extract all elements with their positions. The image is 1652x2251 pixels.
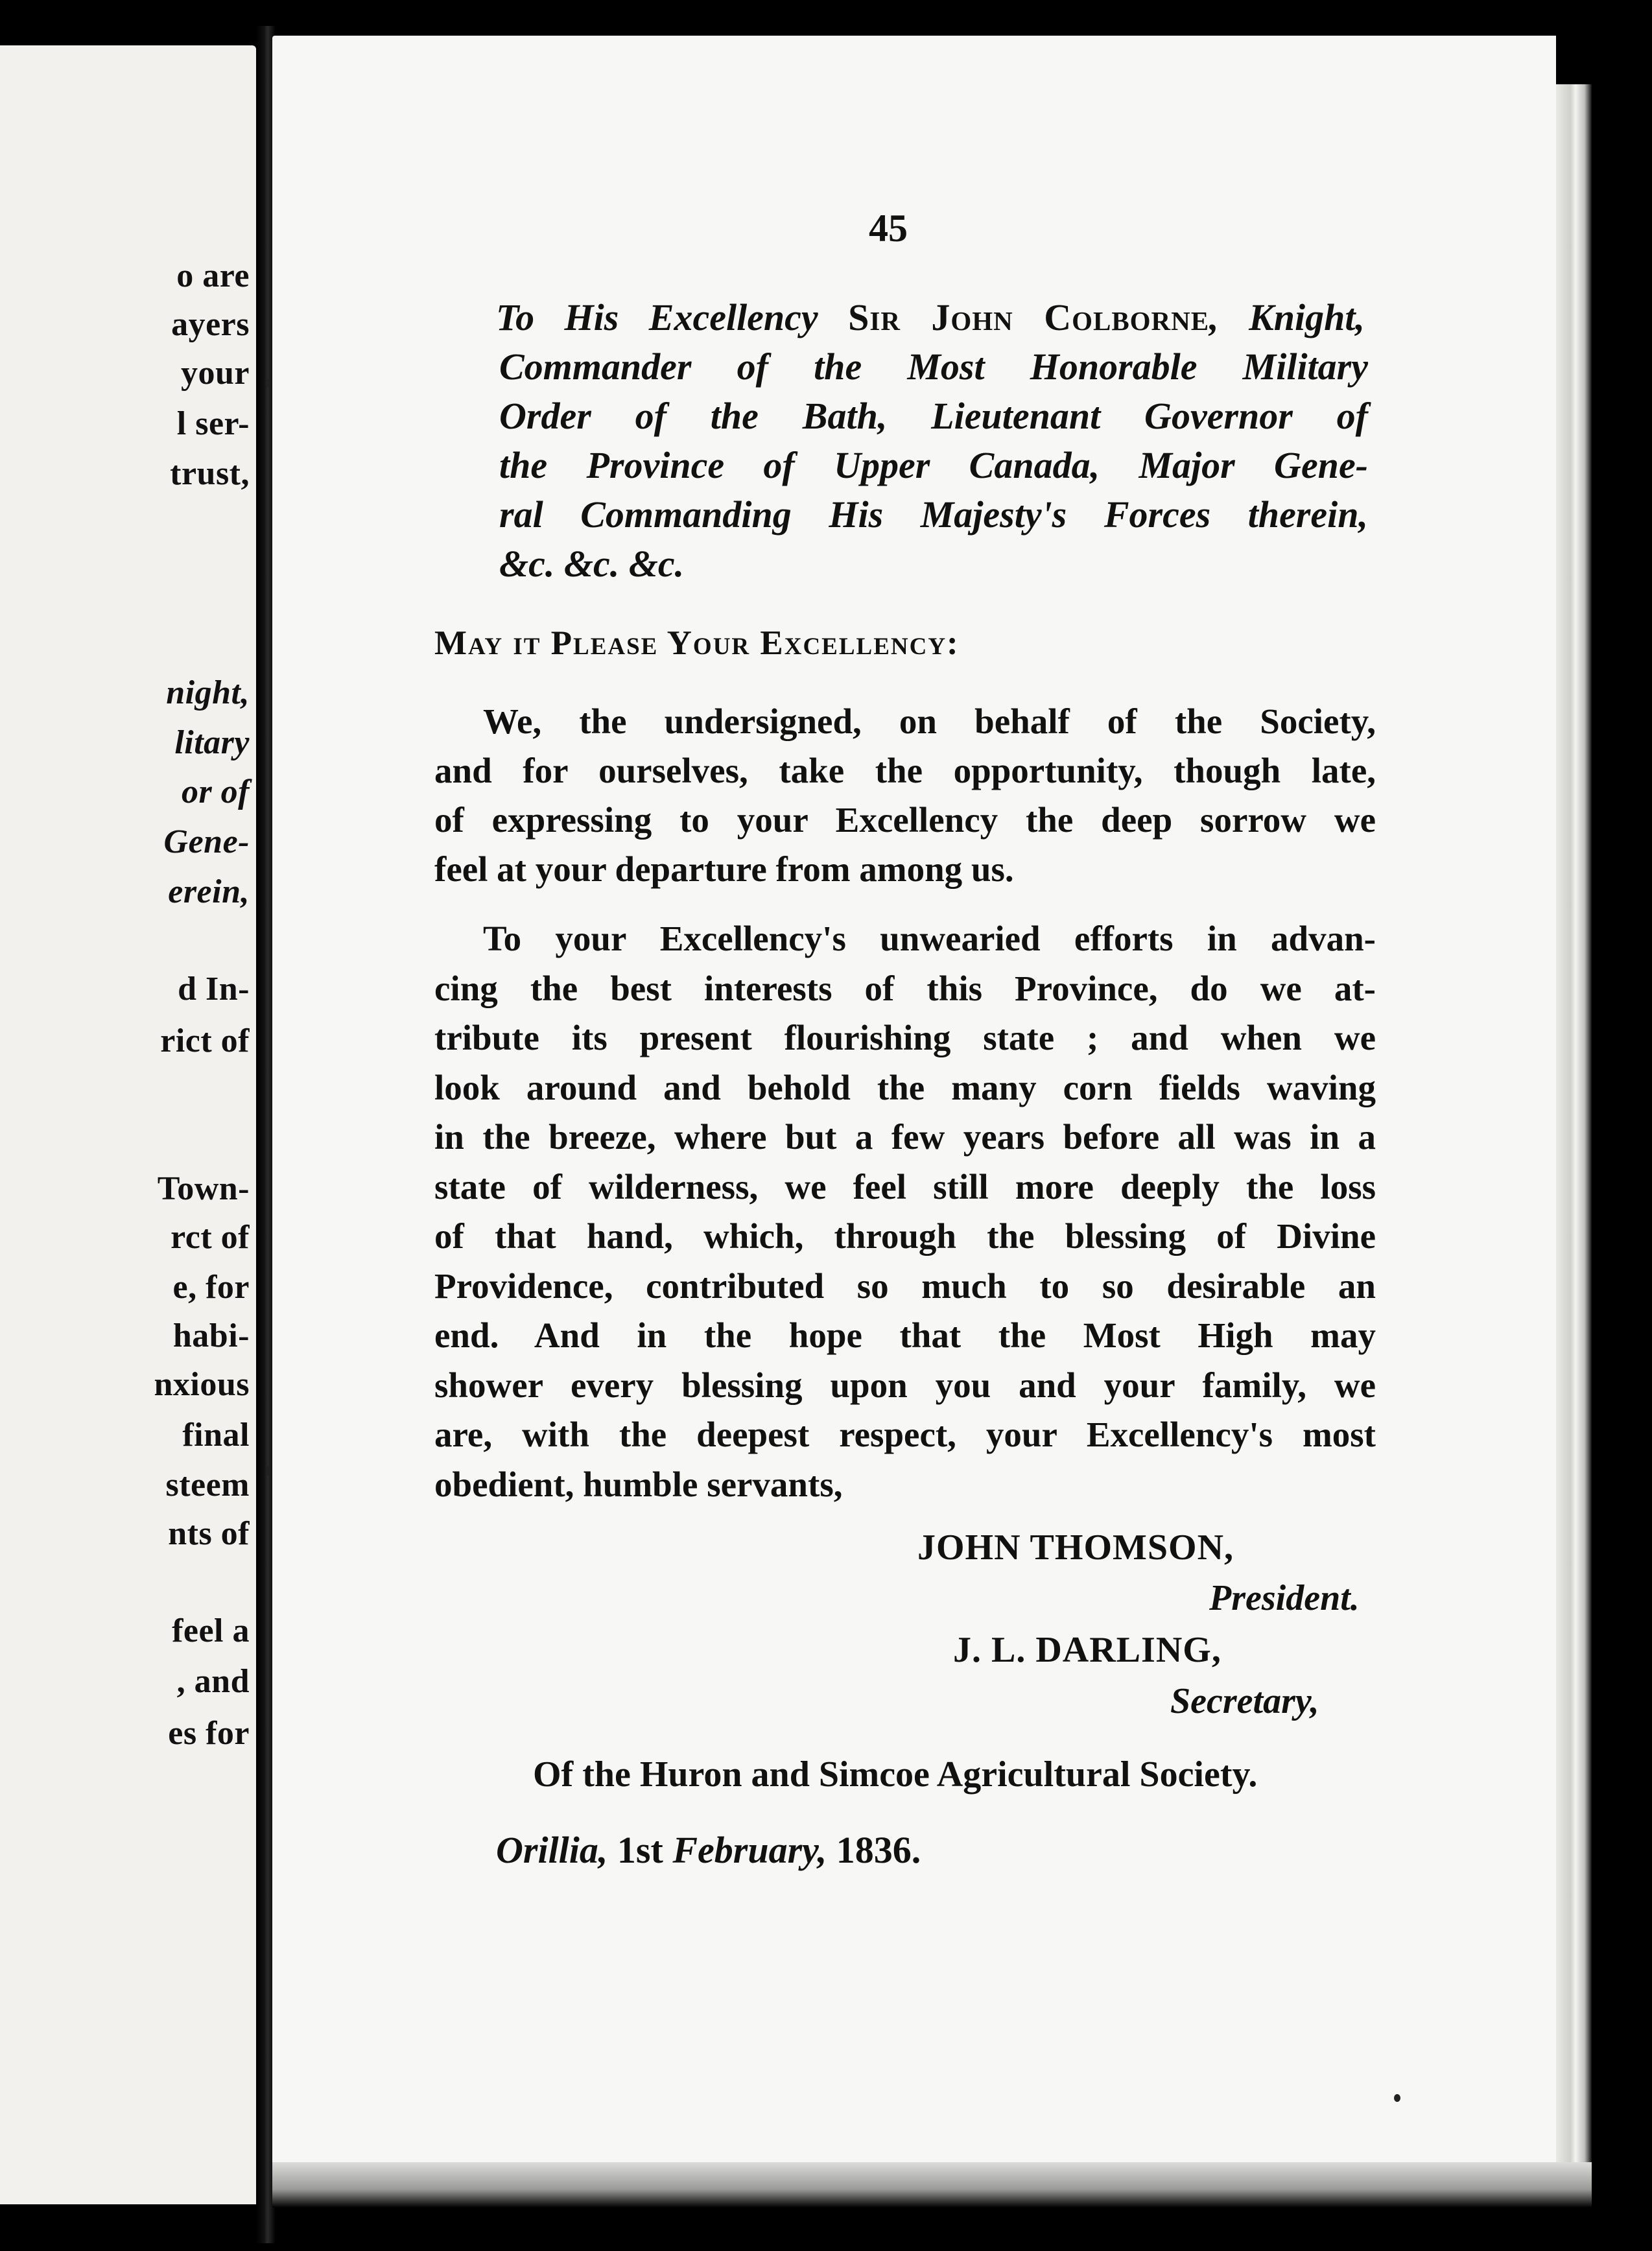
- signatory-name-2: J. L. DARLING,: [953, 1630, 1221, 1670]
- left-page-fragment-line: erein,: [168, 873, 250, 910]
- letter-body-line: in the breeze, where but a few years before all was in a: [434, 1117, 1376, 1157]
- letter-body-line: To your Excellency's unwearied efforts in advan-: [483, 919, 1376, 958]
- left-page-fragment-line: feel a: [172, 1612, 250, 1649]
- letter-body-line: of expressing to your Excellency the deep sorrow we: [434, 800, 1376, 840]
- left-page-fragment-line: es for: [168, 1715, 250, 1752]
- ink-speck: [266, 1467, 270, 1476]
- ink-speck: [266, 379, 270, 387]
- left-page-fragment-line: o are: [176, 257, 250, 294]
- letter-body-line: feel at your departure from among us.: [434, 849, 1014, 889]
- letter-body-line: tribute its present flourishing state ; and when we: [434, 1018, 1376, 1057]
- address-line-3: Order of the Bath, Lieutenant Governor of: [499, 395, 1368, 437]
- letter-body-line: We, the undersigned, on behalf of the Society,: [483, 701, 1376, 741]
- letter-body-line: look around and behold the many corn fields waving: [434, 1067, 1376, 1107]
- left-page-fragment-line: Gene-: [163, 823, 250, 860]
- letter-body-line: end. And in the hope that the Most High may: [434, 1315, 1376, 1355]
- left-page-fragment-line: habi-: [172, 1317, 250, 1354]
- left-page-fragment-line: litary: [174, 724, 250, 761]
- dateline: Orillia, 1st February, 1836.: [496, 1829, 921, 1871]
- salutation: May it Please Your Excellency:: [434, 624, 960, 662]
- letter-body-line: obedient, humble servants,: [434, 1464, 843, 1504]
- letter-body-line: state of wilderness, we feel still more deeply the loss: [434, 1166, 1376, 1207]
- address-line-6: &c. &c. &c.: [499, 543, 685, 585]
- letter-body-line: and for ourselves, take the opportunity, though late,: [434, 751, 1376, 790]
- left-page-fragment-line: nts of: [168, 1515, 250, 1552]
- left-page-fragment-line: night,: [166, 674, 250, 711]
- signatory-name-1: JOHN THOMSON,: [917, 1527, 1234, 1568]
- signatory-title-1: President.: [1209, 1578, 1360, 1618]
- left-page-fragment-line: rct of: [171, 1219, 250, 1256]
- left-page-fragment-line: or of: [181, 773, 250, 810]
- left-page-fragment-line: e, for: [172, 1269, 250, 1306]
- ink-speck: [1394, 2094, 1400, 2102]
- left-page-fragment-line: l ser-: [176, 405, 250, 442]
- left-page-fragment-line: final: [182, 1417, 250, 1454]
- letter-body-line: of that hand, which, through the blessing of Divine: [434, 1216, 1376, 1256]
- page-bottom-edge: [272, 2162, 1592, 2208]
- page-number: 45: [869, 207, 908, 250]
- letter-body-line: Providence, contributed so much to so desirable an: [434, 1266, 1376, 1306]
- left-page-fragment-line: , and: [176, 1663, 250, 1700]
- page-edge: [1556, 84, 1592, 2185]
- left-page-fragment: [0, 45, 256, 2204]
- left-page-fragment-line: trust,: [170, 455, 250, 492]
- left-page-fragment-line: your: [181, 355, 250, 392]
- address-line-5: ral Commanding His Majesty's Forces therein,: [499, 493, 1368, 536]
- left-page-fragment-line: nxious: [154, 1366, 250, 1403]
- letter-body-line: shower every blessing upon you and your family, we: [434, 1365, 1376, 1405]
- signatory-title-2: Secretary,: [1170, 1681, 1319, 1721]
- letter-body-line: are, with the deepest respect, your Excellency's most: [434, 1415, 1376, 1454]
- society-name: Of the Huron and Simcoe Agricultural Society.: [533, 1754, 1258, 1795]
- left-page-fragment-line: steem: [165, 1467, 250, 1503]
- address-line-4: the Province of Upper Canada, Major Gene-: [499, 444, 1368, 486]
- left-page-fragment-line: ayers: [171, 306, 250, 343]
- addressee-name: Sir John Colborne: [848, 296, 1210, 338]
- left-page-text: [0, 45, 256, 2204]
- address-line-1: To His Excellency Sir John Colborne, Knight,: [496, 296, 1365, 338]
- left-page-fragment-line: d In-: [178, 971, 250, 1008]
- left-page-fragment-line: rict of: [160, 1022, 250, 1059]
- address-line-2: Commander of the Most Honorable Military: [499, 346, 1368, 388]
- letter-body-line: cing the best interests of this Province, do we at-: [434, 968, 1376, 1008]
- left-page-fragment-line: Town-: [157, 1170, 250, 1207]
